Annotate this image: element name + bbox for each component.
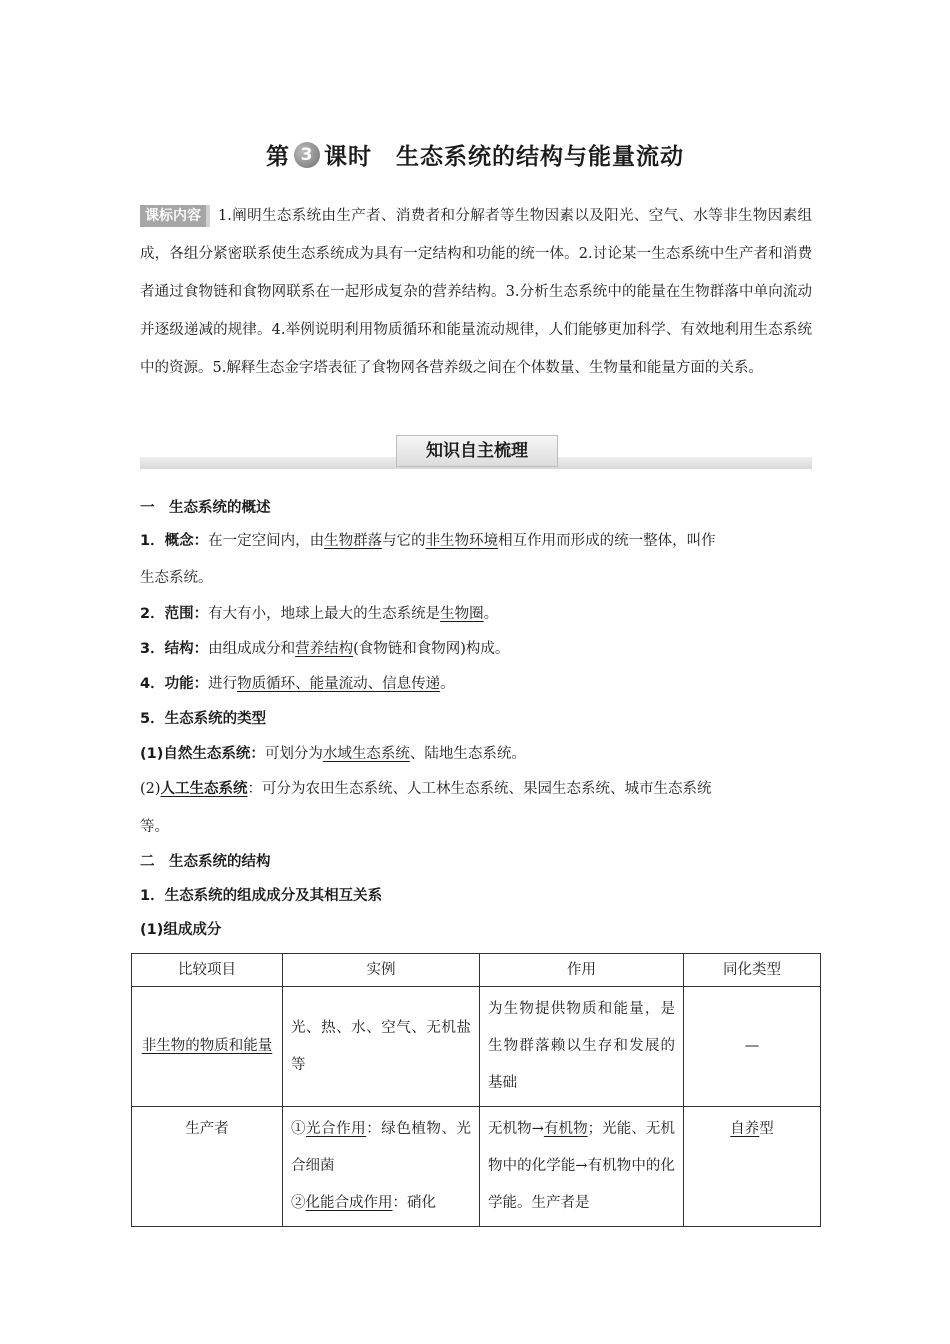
table-cell: ①光合作用：绿色植物、光合细菌 ②化能合成作用：硝化 bbox=[283, 1107, 480, 1227]
concept-line: 1．概念：在一定空间内，由生物群落与它的非生物环境相互作用而形成的统一整体，叫作 bbox=[140, 533, 716, 549]
lesson-number-badge: 3 bbox=[294, 142, 320, 168]
section2-heading: 二 生态系统的结构 bbox=[140, 854, 271, 870]
function-line: 4．功能：进行物质循环、能量流动、信息传递。 bbox=[140, 676, 455, 692]
section2-sub1: 1．生态系统的组成成分及其相互关系 bbox=[140, 888, 383, 904]
table-header: 实例 bbox=[283, 954, 480, 987]
answer-underline: 营养结构 bbox=[295, 641, 354, 657]
title-lesson: 课时 bbox=[324, 144, 372, 170]
answer-underline: 非生物环境 bbox=[425, 533, 499, 549]
artificial-line: (2)人工生态系统：可分为农田生态系统、人工林生态系统、果园生态系统、城市生态系统 bbox=[140, 781, 712, 797]
table-cell: 生产者 bbox=[132, 1107, 283, 1227]
artificial-line-cont: 等。 bbox=[140, 819, 169, 835]
page-title bbox=[0, 138, 950, 171]
section2-sub2: (1)组成成分 bbox=[140, 922, 222, 938]
section-banner bbox=[140, 433, 812, 473]
components-table bbox=[131, 953, 821, 1227]
concept-line-cont: 生态系统。 bbox=[140, 570, 213, 586]
table-cell: 非生物的物质和能量 bbox=[132, 987, 283, 1107]
answer-underline: 生物圈 bbox=[440, 606, 484, 622]
standards-text: 1.阐明生态系统由生产者、消费者和分解者等生物因素以及阳光、空气、水等非生物因素组成，各组分紧密联系使生态系统成为具有一定结构和功能的统一体。2.讨论某一生态系统中生产者和消费者通过食物链和食物网联系在一起形成复杂的营养结构。3.分析生态系统中的能量在生物群落中单向流动并逐级递减的规律。4.举例说明利用物质循环和能量流动规律，人们能够更加科学、有效地利用生态系统中的资源。5.解释生态金字塔表征了食物网各营养级之间在个体数量、生物量和能量方面的关系。 bbox=[140, 208, 813, 376]
standards-paragraph bbox=[140, 197, 812, 387]
answer-underline: 水域生态系统 bbox=[322, 746, 410, 762]
table-cell: 光、热、水、空气、无机盐等 bbox=[283, 987, 480, 1107]
table-row bbox=[132, 987, 821, 1107]
table-header: 同化类型 bbox=[684, 954, 821, 987]
title-name: 生态系统的结构与能量流动 bbox=[396, 144, 684, 170]
table-cell: 为生物提供物质和能量，是生物群落赖以生存和发展的基础 bbox=[480, 987, 684, 1107]
answer-underline: 生物群落 bbox=[324, 533, 383, 549]
answer-underline: 人工生态系统 bbox=[160, 781, 248, 797]
banner-title: 知识自主梳理 bbox=[396, 435, 558, 467]
table-cell: — bbox=[684, 987, 821, 1107]
title-prefix: 第 bbox=[266, 144, 290, 170]
table-cell: 自养型 bbox=[684, 1107, 821, 1227]
natural-line: (1)自然生态系统：可划分为水域生态系统、陆地生态系统。 bbox=[140, 746, 526, 762]
standards-badge: 课标内容 bbox=[140, 205, 210, 227]
answer-underline: 物质循环、能量流动、信息传递 bbox=[237, 676, 441, 692]
table-row bbox=[132, 1107, 821, 1227]
section1-heading: 一 生态系统的概述 bbox=[140, 500, 271, 516]
structure-line: 3．结构：由组成成分和营养结构(食物链和食物网)构成。 bbox=[140, 641, 510, 657]
table-header-row bbox=[132, 954, 821, 987]
scope-line: 2．范围：有大有小，地球上最大的生态系统是生物圈。 bbox=[140, 606, 499, 622]
table-header: 比较项目 bbox=[132, 954, 283, 987]
table-header: 作用 bbox=[480, 954, 684, 987]
types-heading: 5．生态系统的类型 bbox=[140, 711, 267, 727]
table-cell: 无机物→有机物；光能、无机物中的化学能→有机物中的化学能。生产者是 bbox=[480, 1107, 684, 1227]
